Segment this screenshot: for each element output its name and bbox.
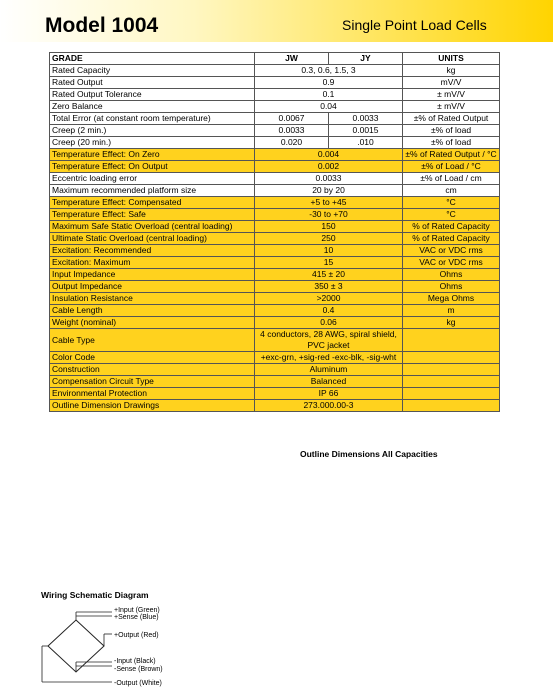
spec-label: Color Code (50, 352, 255, 364)
spec-value: +5 to +45 (255, 197, 403, 209)
spec-row (50, 65, 500, 77)
spec-jw-value: 0.020 (255, 137, 329, 149)
jy-header: JY (329, 53, 403, 65)
spec-value: -30 to +70 (255, 209, 403, 221)
spec-label: Ultimate Static Overload (central loading) (50, 233, 255, 245)
spec-label: Temperature Effect: On Output (50, 161, 255, 173)
spec-row (50, 245, 500, 257)
spec-header-row (50, 53, 500, 65)
spec-unit: mV/V (403, 77, 500, 89)
spec-unit: °C (403, 197, 500, 209)
spec-value: >2000 (255, 293, 403, 305)
spec-row (50, 137, 500, 149)
spec-value: 15 (255, 257, 403, 269)
spec-unit: ±% of load (403, 137, 500, 149)
spec-unit: ±% of Load / °C (403, 161, 500, 173)
spec-label: Cable Type (50, 329, 255, 352)
spec-label: Temperature Effect: Compensated (50, 197, 255, 209)
spec-label: Excitation: Recommended (50, 245, 255, 257)
spec-row (50, 305, 500, 317)
spec-label: Rated Capacity (50, 65, 255, 77)
outline-caption: Outline Dimensions All Capacities (300, 449, 438, 459)
spec-label: Insulation Resistance (50, 293, 255, 305)
spec-unit: m (403, 305, 500, 317)
spec-value: 0.002 (255, 161, 403, 173)
spec-value: 0.06 (255, 317, 403, 329)
spec-row (50, 185, 500, 197)
spec-value: 415 ± 20 (255, 269, 403, 281)
spec-row (50, 77, 500, 89)
spec-label: Outline Dimension Drawings (50, 400, 255, 412)
spec-label: Creep (20 min.) (50, 137, 255, 149)
spec-value: 350 ± 3 (255, 281, 403, 293)
spec-unit: ±% of Load / cm (403, 173, 500, 185)
spec-label: Maximum recommended platform size (50, 185, 255, 197)
spec-label: Cable Length (50, 305, 255, 317)
spec-unit: ± mV/V (403, 89, 500, 101)
sense-neg-label: -Sense (Brown) (114, 666, 163, 673)
wiring-schematic (32, 604, 212, 696)
wiring-title: Wiring Schematic Diagram (41, 590, 149, 600)
spec-label: Weight (nominal) (50, 317, 255, 329)
spec-row (50, 161, 500, 173)
jw-header: JW (255, 53, 329, 65)
spec-label: Compensation Circuit Type (50, 376, 255, 388)
spec-row (50, 113, 500, 125)
spec-value: Balanced (255, 376, 403, 388)
spec-row (50, 269, 500, 281)
spec-row (50, 149, 500, 161)
spec-label: Input Impedance (50, 269, 255, 281)
spec-body (50, 65, 500, 412)
spec-value: 4 conductors, 28 AWG, spiral shield, PVC jacket (255, 329, 403, 352)
spec-value: +exc-grn, +sig-red -exc-blk, -sig-wht (255, 352, 403, 364)
spec-unit: % of Rated Capacity (403, 221, 500, 233)
sense-pos-label: +Sense (Blue) (114, 614, 159, 621)
spec-row (50, 364, 500, 376)
spec-value: 10 (255, 245, 403, 257)
units-header: UNITS (403, 53, 500, 65)
spec-value: 250 (255, 233, 403, 245)
spec-label: Zero Balance (50, 101, 255, 113)
spec-label: Creep (2 min.) (50, 125, 255, 137)
spec-label: Rated Output Tolerance (50, 89, 255, 101)
spec-row (50, 197, 500, 209)
spec-label: Construction (50, 364, 255, 376)
spec-row (50, 329, 500, 352)
spec-row (50, 173, 500, 185)
spec-row (50, 89, 500, 101)
spec-row (50, 221, 500, 233)
spec-value: 0.004 (255, 149, 403, 161)
spec-value: 0.9 (255, 77, 403, 89)
spec-unit: cm (403, 185, 500, 197)
spec-unit: ±% of load (403, 125, 500, 137)
spec-row (50, 293, 500, 305)
spec-unit: kg (403, 317, 500, 329)
spec-label: Total Error (at constant room temperature) (50, 113, 255, 125)
spec-value: 0.04 (255, 101, 403, 113)
spec-label: Excitation: Maximum (50, 257, 255, 269)
input-neg-label: -Input (Black) (114, 658, 156, 665)
grade-header: GRADE (50, 53, 255, 65)
input-pos-label: +Input (Green) (114, 607, 160, 614)
spec-row (50, 233, 500, 245)
spec-label: Temperature Effect: Safe (50, 209, 255, 221)
spec-value: 0.1 (255, 89, 403, 101)
spec-jw-value: 0.0067 (255, 113, 329, 125)
spec-row (50, 400, 500, 412)
spec-row (50, 317, 500, 329)
spec-value: 273.000.00-3 (255, 400, 403, 412)
spec-label: Output Impedance (50, 281, 255, 293)
spec-value: 150 (255, 221, 403, 233)
spec-row (50, 209, 500, 221)
spec-label: Environmental Protection (50, 388, 255, 400)
spec-unit: ± mV/V (403, 101, 500, 113)
spec-label: Eccentric loading error (50, 173, 255, 185)
spec-unit: VAC or VDC rms (403, 245, 500, 257)
spec-label: Temperature Effect: On Zero (50, 149, 255, 161)
spec-value: 20 by 20 (255, 185, 403, 197)
spec-value: IP 66 (255, 388, 403, 400)
spec-unit: Ohms (403, 269, 500, 281)
spec-row (50, 352, 500, 364)
spec-row (50, 125, 500, 137)
model-title: Model 1004 (45, 14, 159, 37)
spec-unit: % of Rated Capacity (403, 233, 500, 245)
spec-unit: Ohms (403, 281, 500, 293)
output-neg-label: -Output (White) (114, 680, 162, 687)
spec-label: Maximum Safe Static Overload (central loading) (50, 221, 255, 233)
spec-unit (403, 364, 500, 376)
spec-value: Aluminum (255, 364, 403, 376)
spec-jy-value: .010 (329, 137, 403, 149)
product-subtitle: Single Point Load Cells (342, 17, 487, 33)
spec-row (50, 388, 500, 400)
spec-value: 0.0033 (255, 173, 403, 185)
spec-table (49, 52, 500, 412)
spec-row (50, 101, 500, 113)
spec-unit: VAC or VDC rms (403, 257, 500, 269)
spec-row (50, 257, 500, 269)
header-band (0, 0, 553, 42)
spec-jy-value: 0.0033 (329, 113, 403, 125)
spec-unit (403, 352, 500, 364)
spec-unit: ±% of Rated Output / °C (403, 149, 500, 161)
spec-unit (403, 400, 500, 412)
spec-unit (403, 376, 500, 388)
spec-unit: ±% of Rated Output (403, 113, 500, 125)
spec-unit: °C (403, 209, 500, 221)
spec-value: 0.3, 0.6, 1.5, 3 (255, 65, 403, 77)
spec-label: Rated Output (50, 77, 255, 89)
spec-row (50, 281, 500, 293)
spec-unit: Mega Ohms (403, 293, 500, 305)
spec-unit: kg (403, 65, 500, 77)
spec-jw-value: 0.0033 (255, 125, 329, 137)
spec-unit (403, 329, 500, 352)
spec-jy-value: 0.0015 (329, 125, 403, 137)
spec-unit (403, 388, 500, 400)
output-pos-label: +Output (Red) (114, 632, 159, 639)
spec-value: 0.4 (255, 305, 403, 317)
spec-row (50, 376, 500, 388)
